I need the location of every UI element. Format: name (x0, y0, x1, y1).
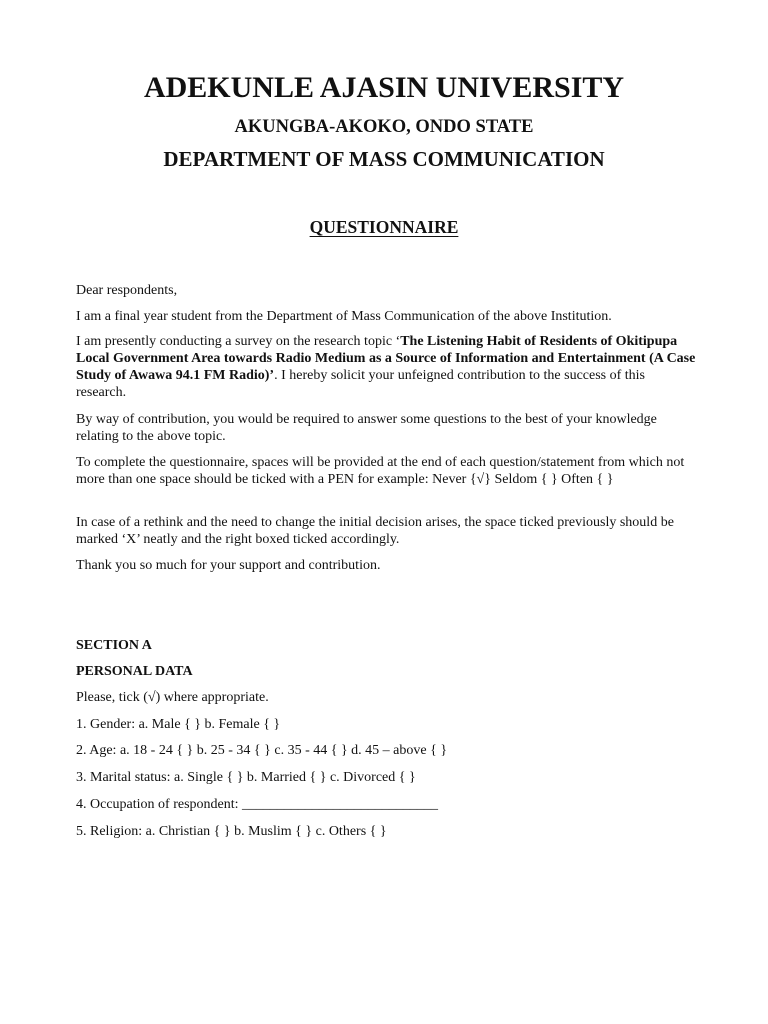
document-title-text: QUESTIONNAIRE (309, 217, 459, 237)
topic-paragraph (76, 333, 696, 401)
question-marital-status[interactable]: 3. Marital status: a. Single { } b. Married { } c. Divorced { } (76, 770, 416, 785)
thanks-paragraph: Thank you so much for your support and contribution. (76, 558, 381, 573)
question-age[interactable]: 2. Age: a. 18 - 24 { } b. 25 - 34 { } c. 35 - 44 { } d. 45 – above { } (76, 743, 448, 758)
question-religion[interactable]: 5. Religion: a. Christian { } b. Muslim { } c. Others { } (76, 824, 387, 839)
contribution-paragraph: By way of contribution, you would be required to answer some questions to the best of your knowledge relating to the above topic. (76, 412, 657, 444)
topic-suffix: . I hereby solicit your unfeigned contribution to the success of this research. (76, 368, 645, 400)
intro-paragraph: I am a final year student from the Department of Mass Communication of the above Institution. (76, 309, 612, 324)
section-instruction: Please, tick (√) where appropriate. (76, 690, 269, 705)
salutation: Dear respondents, (76, 283, 178, 298)
question-gender[interactable]: 1. Gender: a. Male { } b. Female { } (76, 717, 281, 732)
topic-prefix: I am presently conducting a survey on the research topic ‘ (76, 334, 401, 349)
question-occupation[interactable]: 4. Occupation of respondent: ____________________________ (76, 797, 439, 812)
instructions-paragraph: To complete the questionnaire, spaces will be provided at the end of each question/statement from which not more than one space should be ticked with a PEN for example: Never {√} Seldom { } Often { } (76, 455, 685, 487)
rethink-paragraph: In case of a rethink and the need to change the initial decision arises, the space ticked previously should be marked ‘X’ neatly and the right boxed ticked accordingly. (76, 515, 674, 547)
research-topic: The Listening Habit of Residents of Okitipupa Local Government Area towards Radio Medium as a Source of Information and Entertainment (A Case Study of Awawa 94.1 FM Radio)’ (76, 334, 696, 383)
department-name: DEPARTMENT OF MASS COMMUNICATION (163, 147, 605, 171)
document-title (0, 216, 768, 238)
section-heading: SECTION A (76, 638, 152, 653)
university-name: ADEKUNLE AJASIN UNIVERSITY (143, 71, 625, 104)
university-location: AKUNGBA-AKOKO, ONDO STATE (234, 117, 534, 137)
section-subheading: PERSONAL DATA (76, 664, 193, 679)
